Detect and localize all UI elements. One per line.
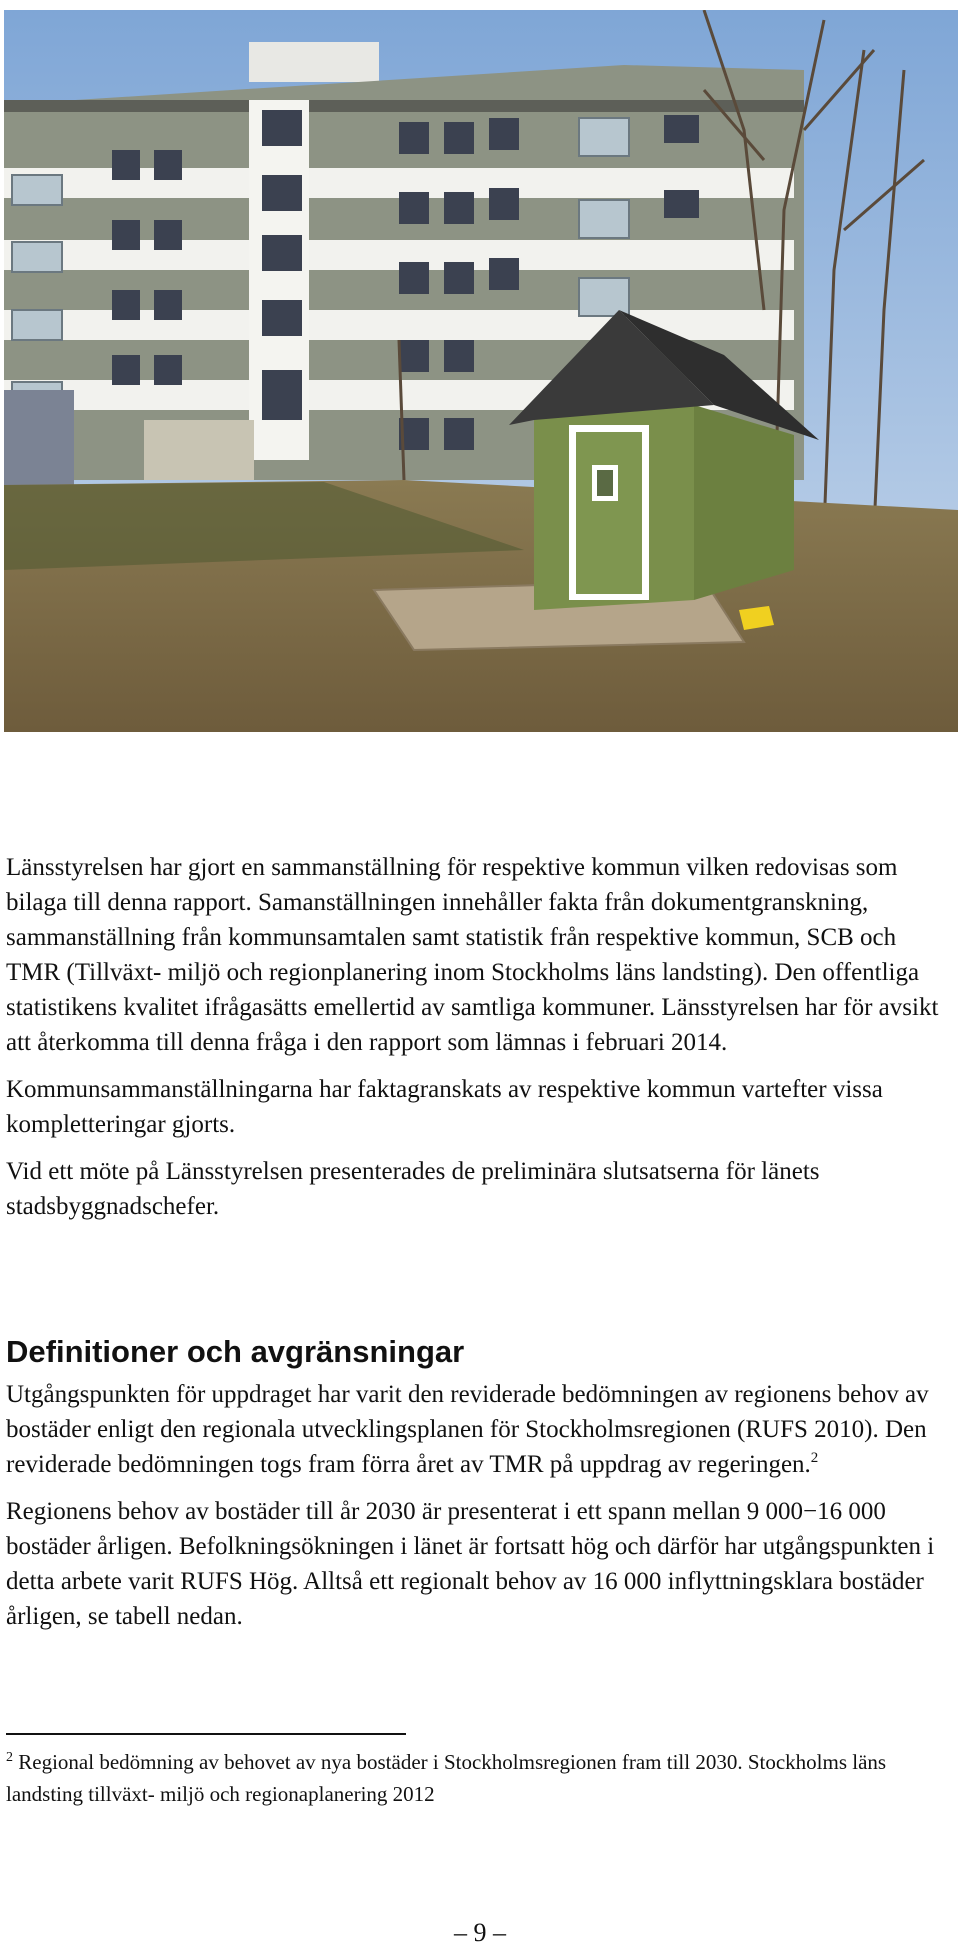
section-heading: Definitioner och avgränsningar	[6, 1334, 465, 1369]
intro-text	[6, 850, 946, 1224]
footnote-number: 2	[6, 1750, 13, 1765]
definitions-paragraph-2: Regionens behov av bostäder till år 2030 är presenterat i ett spann mellan 9 000−16 000 bostäder årligen. Befolkningsökningen i länet är fortsatt hög och därför har utgångspunkten i detta arbete varit RUFS Hög. Alltså ett regionalt behov av 16 000 inflyttningsklara bostäder årligen, se tabell nedan.	[6, 1498, 935, 1630]
footnote-text: Regional bedömning av behovet av nya bostäder i Stockholmsregionen fram till 2030. Stockholms läns landsting tillväxt- miljö och regionaplanering 2012	[6, 1750, 887, 1806]
definitions-text	[6, 1377, 946, 1634]
page-number: – 9 –	[454, 1918, 506, 1947]
intro-paragraph-3: Vid ett möte på Länsstyrelsen presenterades de preliminära slutsatserna för länets stadsbyggnadschefer.	[6, 1158, 820, 1220]
footnote-divider	[6, 1733, 406, 1735]
intro-paragraph-1: Länsstyrelsen har gjort en sammanställning för respektive kommun vilken redovisas som bilaga till denna rapport. Samanställningen innehåller fakta från dokumentgranskning, sammanställning från kommunsamtalen samt statistik från respektive kommun, SCB och TMR (Tillväxt- miljö och regionplanering inom Stockholms läns landsting). Den offentliga statistikens kvalitet ifrågasätts emellertid av samtliga kommuner. Länsstyrelsen har för avsikt att återkomma till denna fråga i den rapport som lämnas i februari 2014.	[6, 854, 939, 1056]
footnote	[6, 1746, 946, 1810]
photo-building-playhouse	[4, 10, 958, 732]
footnote-reference: 2	[810, 1450, 819, 1466]
definitions-paragraph-1-text: Utgångspunkten för uppdraget har varit den reviderade bedömningen av regionens behov av bostäder enligt den regionala utvecklingsplanen för Stockholmsregionen (RUFS 2010). Den reviderade bedömningen togs fram förra året av TMR på uppdrag av regeringen.	[6, 1381, 929, 1478]
definitions-paragraph-1	[6, 1377, 946, 1482]
intro-paragraph-2: Kommunsammanställningarna har faktagranskats av respektive kommun vartefter vissa kompletteringar gjorts.	[6, 1076, 883, 1138]
